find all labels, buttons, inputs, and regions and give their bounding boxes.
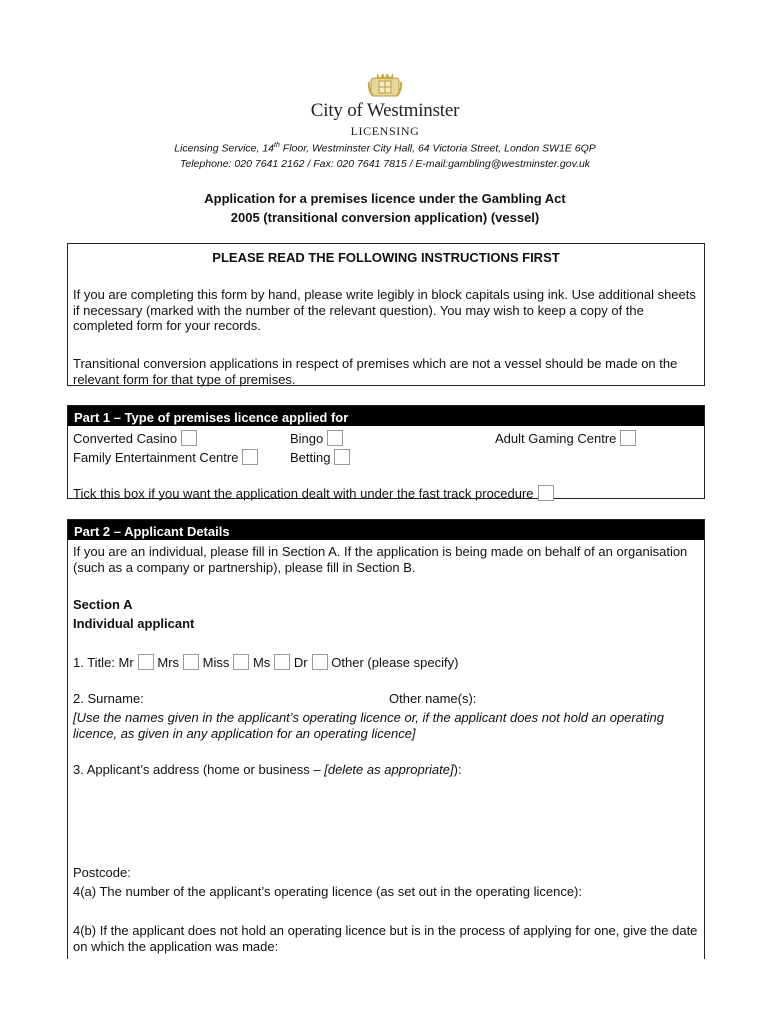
title-ms-checkbox[interactable] — [274, 654, 290, 670]
fast-track-option: Tick this box if you want the application dealt with under the fast track procedure — [73, 485, 554, 502]
individual-applicant-heading: Individual applicant — [73, 616, 195, 631]
operating-licence-application-date-question: 4(b) If the applicant does not hold an operating licence but is in the process of applying for one, give the date on which the application was made: — [73, 923, 698, 954]
org-name: City of Westminster — [310, 100, 460, 121]
converted-casino-checkbox[interactable] — [181, 430, 197, 446]
instructions-heading: PLEASE READ THE FOLLOWING INSTRUCTIONS FIRST — [212, 250, 560, 265]
title-miss-checkbox[interactable] — [233, 654, 249, 670]
fast-track-checkbox[interactable] — [538, 485, 554, 501]
betting-checkbox[interactable] — [334, 449, 350, 465]
family-entertainment-centre-checkbox[interactable] — [242, 449, 258, 465]
option-bingo: Bingo — [290, 430, 343, 447]
title-question: 1. Title: Mr Mrs Miss Ms Dr Other (please specify) — [73, 655, 459, 670]
address-line: Licensing Service, 14th Floor, Westminster City Hall, 64 Victoria Street, London SW1E 6QP — [174, 142, 596, 155]
form-title-line-2: 2005 (transitional conversion application) (vessel) — [230, 210, 540, 225]
option-converted-casino: Converted Casino — [73, 430, 197, 447]
instructions-para-1: If you are completing this form by hand, please write legibly in block capitals using ink. Use additional sheets if necessary (marked with the number of the relevant question). You may wish to keep a copy of the completed form for your records. — [73, 287, 696, 333]
instructions-box — [67, 243, 705, 386]
postcode-label: Postcode: — [73, 865, 131, 880]
other-names-label: Other name(s): — [389, 691, 477, 706]
part2-header: Part 2 – Applicant Details — [68, 520, 704, 540]
applicant-address-label: 3. Applicant’s address (home or business – [delete as appropriate]): — [73, 762, 462, 777]
part1-header: Part 1 – Type of premises licence applied for — [68, 406, 704, 426]
bingo-checkbox[interactable] — [327, 430, 343, 446]
contact-line: Telephone: 020 7641 2162 / Fax: 020 7641 7815 / E-mail:gambling@westminster.gov.uk — [179, 158, 591, 170]
instructions-para-2: Transitional conversion applications in respect of premises which are not a vessel should be made on the relevant form for that type of premises. — [73, 356, 678, 387]
part1-box — [67, 405, 705, 499]
option-adult-gaming-centre: Adult Gaming Centre — [495, 430, 636, 447]
form-title-line-1: Application for a premises licence under the Gambling Act — [204, 191, 566, 206]
city-crest-logo — [367, 70, 403, 100]
option-family-entertainment-centre: Family Entertainment Centre — [73, 449, 258, 466]
title-mr-checkbox[interactable] — [138, 654, 154, 670]
section-a-heading: Section A — [73, 597, 133, 612]
surname-label: 2. Surname: — [73, 691, 144, 706]
operating-licence-number-question: 4(a) The number of the applicant’s operating licence (as set out in the operating licence): — [73, 884, 582, 899]
org-subtitle: LICENSING — [350, 124, 420, 138]
part2-box — [67, 519, 705, 959]
adult-gaming-centre-checkbox[interactable] — [620, 430, 636, 446]
part2-intro: If you are an individual, please fill in Section A. If the application is being made on behalf of an organisation (such as a company or partnership), please fill in Section B. — [73, 544, 688, 575]
option-betting: Betting — [290, 449, 350, 466]
names-note: [Use the names given in the applicant’s operating licence or, if the applicant does not hold an operating licence, as given in any application for an operating licence] — [73, 710, 664, 741]
title-dr-checkbox[interactable] — [312, 654, 328, 670]
title-mrs-checkbox[interactable] — [183, 654, 199, 670]
